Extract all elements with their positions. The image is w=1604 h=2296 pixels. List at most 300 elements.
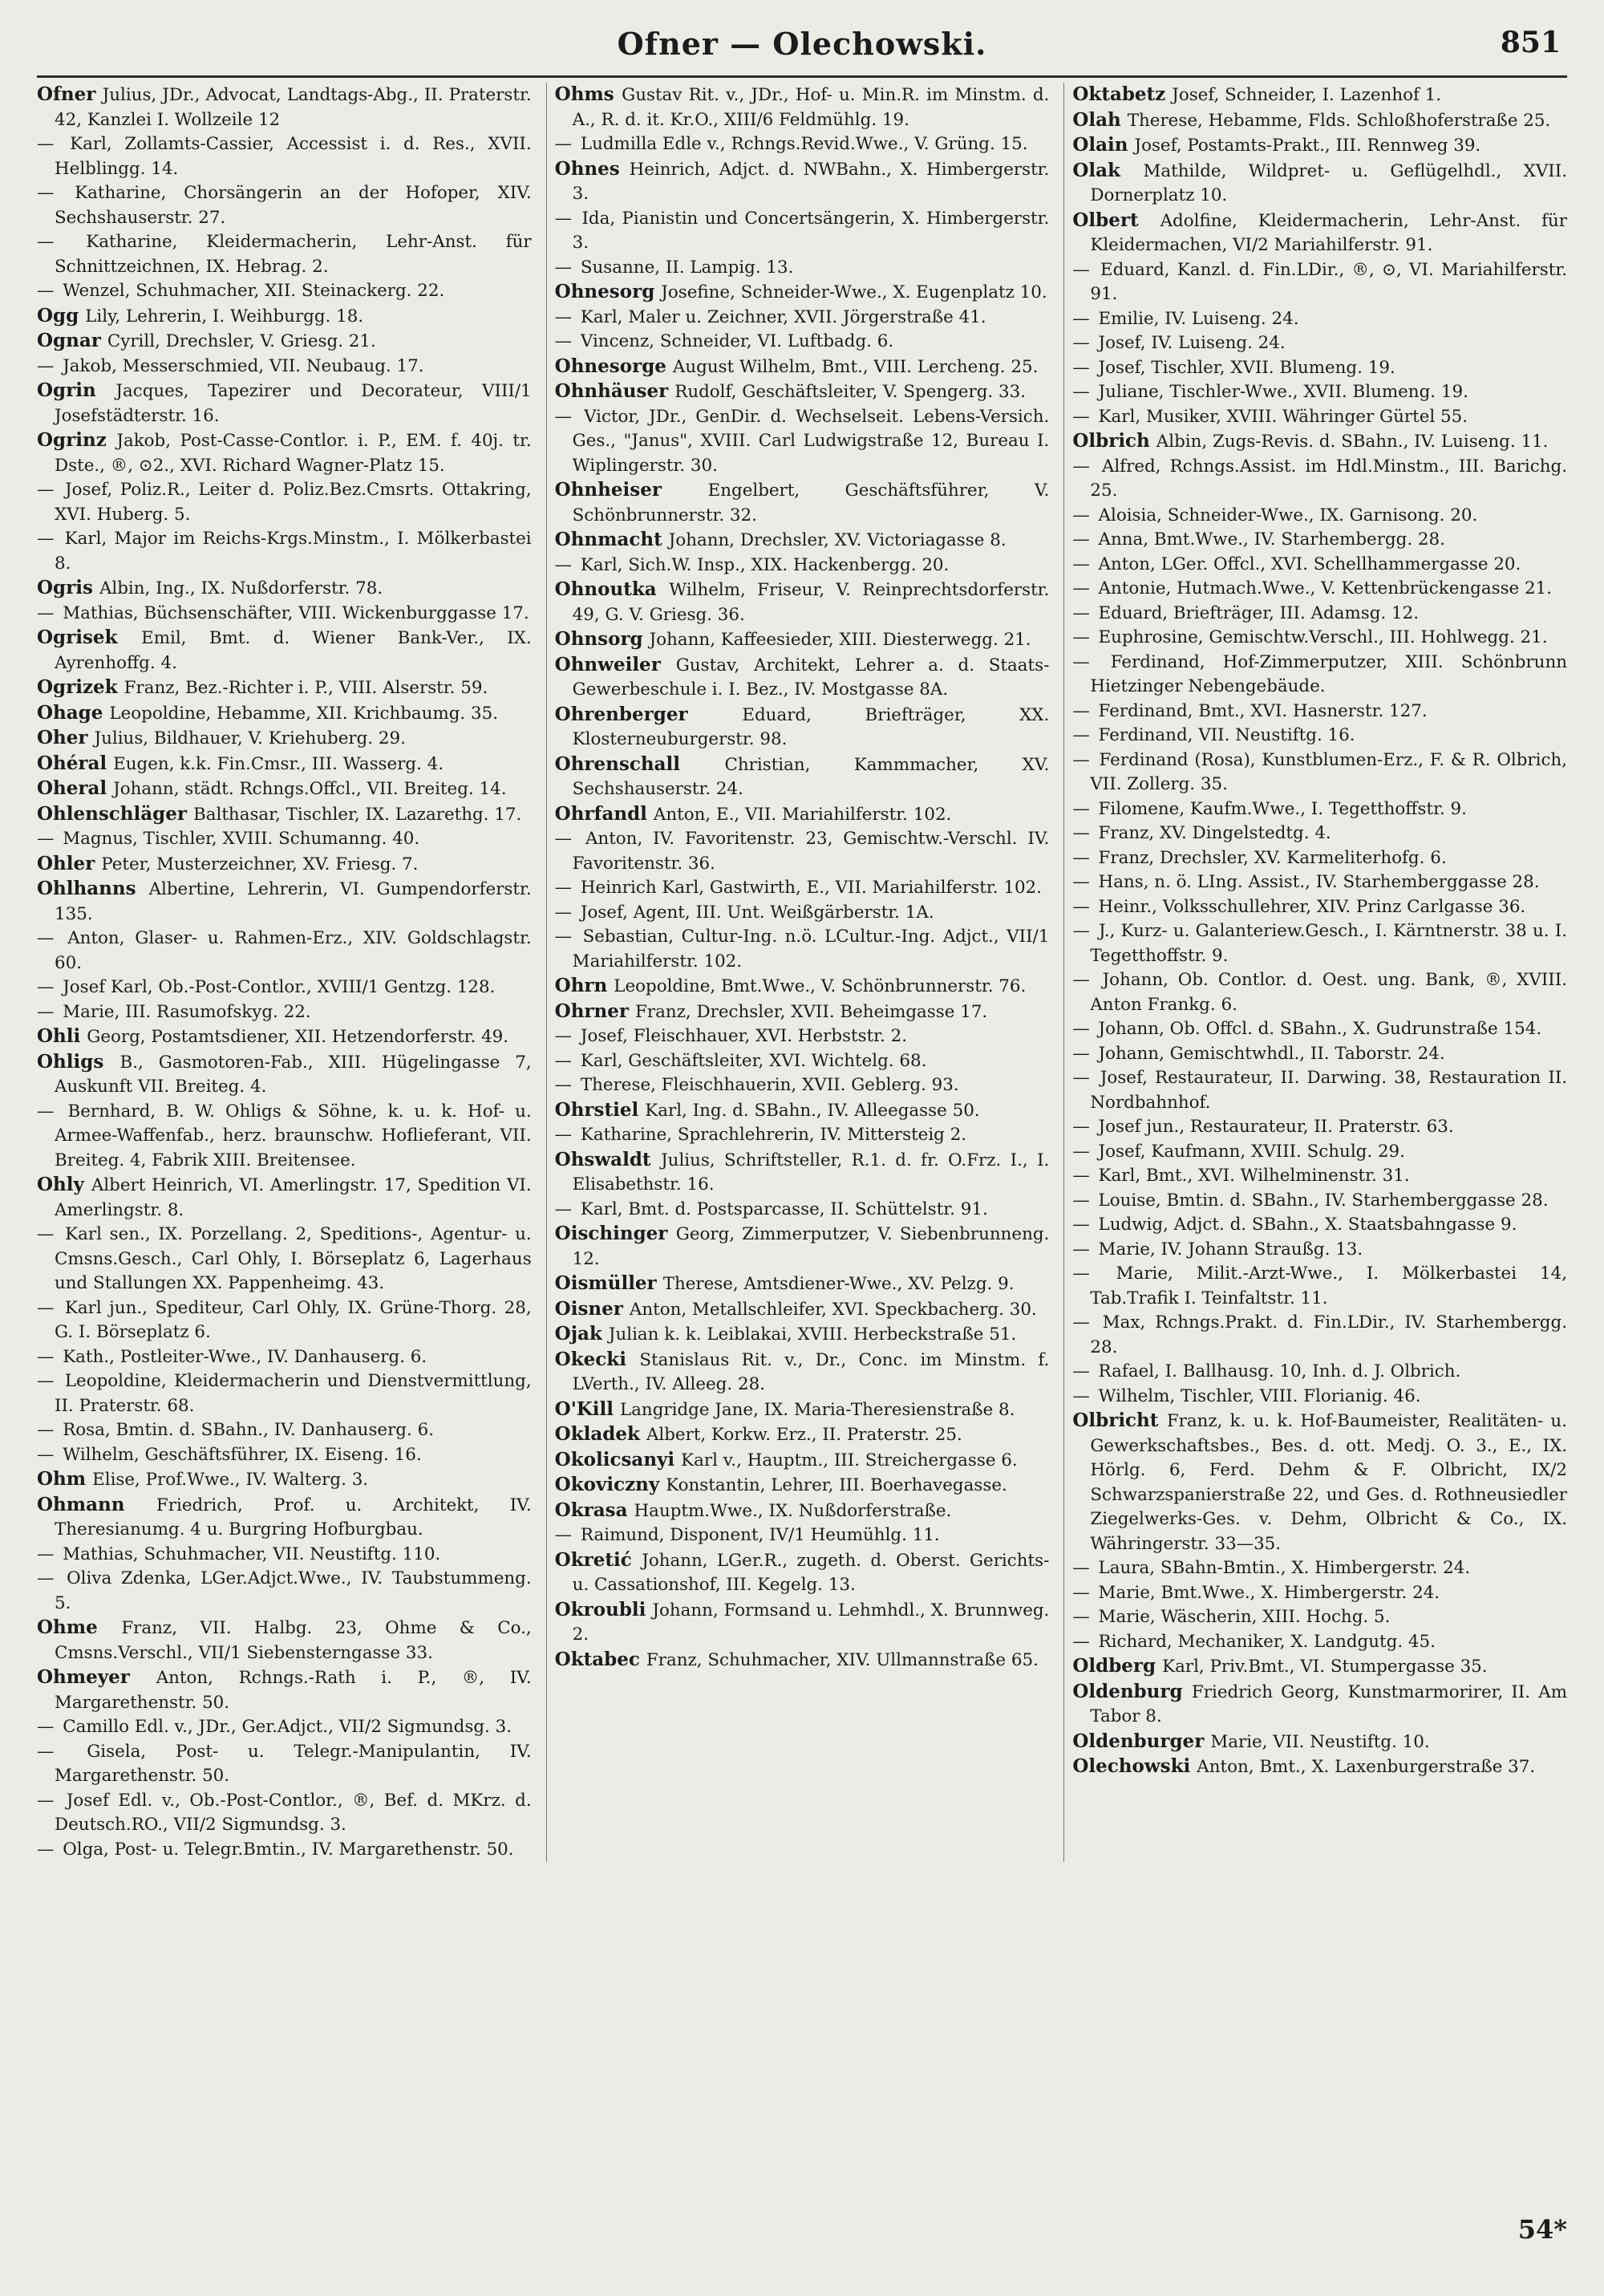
directory-entry: [555, 1322, 1050, 1348]
entry-surname: Ojak: [554, 1323, 609, 1345]
entry-details: Josef, Postamts-Prakt., III. Rennweg 39.: [1134, 136, 1481, 156]
directory-entry: [1072, 209, 1567, 258]
entry-details: Josef Edl. v., Ob.-Post-Contlor., ®, Bef. d. MKrz. d. Deutsch.RO., VII/2 Sigmundsg. 3.: [55, 1790, 532, 1835]
same-surname-dash: —: [1072, 1141, 1096, 1162]
directory-entry: [1072, 846, 1567, 871]
same-surname-dash: —: [1072, 382, 1096, 402]
entry-details: Rudolf, Geschäftsleiter, V. Spengerg. 33.: [674, 382, 1027, 402]
entry-details: Friedrich Georg, Kunstmarmorirer, II. Am Tabor 8.: [1090, 1681, 1567, 1726]
entry-surname: Oheral: [37, 777, 114, 799]
same-surname-dash: —: [1072, 1019, 1096, 1039]
entry-details: Sebastian, Cultur-Ing. n.ö. LCultur.-Ing. Adjct., VII/1 Mariahilferstr. 102.: [572, 927, 1050, 972]
entry-details: Anna, Bmt.Wwe., IV. Starhembergg. 28.: [1098, 529, 1445, 550]
entry-details: Josef, Kaufmann, XVIII. Schulg. 29.: [1098, 1141, 1405, 1162]
directory-entry: [1072, 1360, 1567, 1385]
same-surname-dash: —: [37, 529, 62, 549]
same-surname-dash: —: [1072, 1190, 1096, 1211]
same-surname-dash: —: [554, 257, 577, 278]
entry-details: Lily, Lehrerin, I. Weihburgg. 18.: [85, 306, 364, 327]
same-surname-dash: —: [37, 928, 65, 948]
directory-entry: [37, 602, 532, 627]
entry-details: Therese, Hebamme, Flds. Schloßhoferstraße 25.: [1127, 110, 1551, 131]
entry-surname: Okolicsanyi: [554, 1448, 682, 1470]
directory-entry: [1072, 133, 1567, 159]
entry-details: Karl, Zollamts-Cassier, Accessist i. d. Res., XVII. Helblingg. 14.: [55, 134, 532, 179]
entry-details: Leopoldine, Hebamme, XII. Krichbaumg. 35.: [109, 703, 499, 724]
same-surname-dash: —: [554, 1075, 577, 1095]
entry-surname: Okoviczny: [554, 1474, 666, 1495]
entry-details: Josef, Fleischhauer, XVI. Herbststr. 2.: [580, 1026, 908, 1046]
directory-entry: [1072, 1311, 1567, 1360]
same-surname-dash: —: [1072, 1166, 1096, 1186]
same-surname-dash: —: [1072, 896, 1096, 917]
entry-details: J., Kurz- u. Galanteriew.Gesch., I. Kärntnerstr. 38 u. I. Tegetthoffstr. 9.: [1090, 921, 1567, 966]
directory-entry: [555, 901, 1050, 926]
directory-entry: [37, 675, 532, 701]
directory-entry: [555, 827, 1050, 876]
directory-entry: [555, 280, 1050, 306]
entry-surname: Ogrinz: [37, 429, 117, 451]
directory-entry: [37, 576, 532, 602]
entry-details: Eduard, Kanzl. d. Fin.LDir., ®, ⊙, VI. Mariahilferstr. 91.: [1090, 259, 1568, 304]
entry-details: Josef Karl, Ob.-Post-Contlor., XVIII/1 Gentzg. 128.: [63, 977, 496, 997]
entry-details: Louise, Bmtin. d. SBahn., IV. Starhemberggasse 28.: [1098, 1190, 1549, 1211]
entry-details: Johann, Ob. Contlor. d. Oest. ung. Bank, ®, XVIII. Anton Frankg. 6.: [1090, 970, 1568, 1015]
entry-details: Raimund, Disponent, IV/1 Heumühlg. 11.: [580, 1525, 940, 1545]
entry-details: Albert, Korkw. Erz., II. Praterstr. 25.: [646, 1425, 962, 1445]
entry-surname: Ofner: [37, 83, 103, 105]
directory-entry: [37, 304, 532, 330]
directory-entry: [37, 1296, 532, 1345]
directory-entry: [1072, 1654, 1567, 1680]
same-surname-dash: —: [554, 1199, 577, 1219]
directory-entry: [37, 927, 532, 976]
directory-entry: [1072, 83, 1567, 108]
entry-surname: Ohme: [37, 1617, 122, 1638]
same-surname-dash: —: [1072, 1312, 1100, 1333]
entry-details: Karl sen., IX. Porzellang. 2, Speditions-, Agentur- u. Cmsns.Gesch., Carl Ohly, I. Börseplatz 6, Lagerhaus und Stallungen XX. Pappenheimg. 43.: [55, 1224, 532, 1293]
entry-details: Ludwig, Adjct. d. SBahn., X. Staatsbahngasse 9.: [1098, 1215, 1517, 1235]
entry-details: Josef, Agent, III. Unt. Weißgärberstr. 1A.: [580, 902, 934, 923]
directory-entry: [37, 428, 532, 478]
same-surname-dash: —: [1072, 1607, 1096, 1627]
entry-details: Karl, Ing. d. SBahn., IV. Alleegasse 50.: [645, 1100, 980, 1121]
entry-details: Mathias, Büchsenschäfter, VIII. Wickenburggasse 17.: [63, 602, 529, 623]
entry-details: Karl, Bmt. d. Postsparcasse, II. Schüttelstr. 91.: [580, 1199, 988, 1219]
directory-entry: [1072, 1385, 1567, 1410]
same-surname-dash: —: [37, 1224, 63, 1244]
directory-entry: [1072, 651, 1567, 700]
directory-entry: [555, 1098, 1050, 1124]
directory-entry: [555, 405, 1050, 479]
directory-entry: [555, 1648, 1050, 1673]
entry-details: Marie, IV. Johann Straußg. 13.: [1098, 1239, 1363, 1260]
entry-details: Franz, XV. Dingelstedtg. 4.: [1098, 823, 1331, 843]
entry-details: Josefine, Schneider-Wwe., X. Eugenplatz 10.: [661, 282, 1047, 302]
entry-surname: Ohnes: [554, 157, 630, 180]
entry-details: Kath., Postleiter-Wwe., IV. Danhauserg. 6.: [63, 1346, 427, 1367]
directory-entry: [555, 528, 1050, 554]
entry-surname: Ohrenschall: [554, 752, 725, 775]
entry-details: Johann, Kaffeesieder, XIII. Diesterwegg. 21.: [649, 630, 1031, 650]
directory-entry: [1072, 1581, 1567, 1606]
entry-surname: Ogg: [37, 304, 86, 327]
entry-surname: Ohms: [554, 83, 622, 105]
entry-details: Karl, Sich.W. Insp., XIX. Hackenbergg. 20.: [580, 554, 950, 575]
same-surname-dash: —: [37, 1544, 60, 1564]
entry-details: Rafael, I. Ballhausg. 10, Inh. d. J. Olbrich.: [1098, 1361, 1461, 1381]
directory-entry: [555, 1049, 1050, 1074]
same-surname-dash: —: [37, 480, 63, 500]
directory-entry: [37, 1567, 532, 1616]
entry-details: Anton, Glaser- u. Rahmen-Erz., XIV. Goldschlagstr. 60.: [55, 928, 532, 973]
entry-details: Euphrosine, Gemischtw.Verschl., III. Hohlwegg. 21.: [1098, 627, 1548, 647]
entry-details: Jacques, Tapezirer und Decorateur, VIII/1 Josefstädterstr. 16.: [55, 381, 532, 426]
entry-details: Marie, VII. Neustiftg. 10.: [1210, 1731, 1430, 1752]
entry-surname: Ohswaldt: [554, 1148, 662, 1170]
entry-surname: Olbricht: [1072, 1410, 1167, 1431]
entry-details: Karl, Major im Reichs-Krgs.Minstm., I. Mölkerbastei 8.: [55, 529, 532, 574]
entry-surname: Ohnweiler: [554, 653, 676, 675]
entry-details: Julian k. k. Leiblakai, XVIII. Herbeckstraße 51.: [608, 1324, 1017, 1345]
same-surname-dash: —: [554, 902, 577, 923]
directory-entry: [1072, 429, 1567, 455]
same-surname-dash: —: [37, 1741, 84, 1762]
entry-surname: Ohmann: [37, 1493, 156, 1515]
directory-entry: [37, 1616, 532, 1665]
entry-details: Franz, k. u. k. Hof-Baumeister, Realitäten- u. Gewerkschaftsbes., Bes. d. ott. Medj. O. 3., E., IX. Hörlg. 6, Ferd. Dehm & F. Olbricht, IX/2 Schwarzspanierstraße 22, und Ges. d. Rothneusiedler Ziegelwerks-Ges. v. Dehm, Olbricht & Co., IX. Währingerstr. 33—35.: [1090, 1411, 1568, 1554]
column-2: [546, 83, 1050, 1862]
entry-details: Juliane, Tischler-Wwe., XVII. Blumeng. 19.: [1098, 382, 1468, 402]
same-surname-dash: —: [37, 281, 60, 301]
directory-entry: [1072, 1556, 1567, 1581]
directory-entry: [1072, 455, 1567, 504]
entry-details: Antonie, Hutmach.Wwe., V. Kettenbrückengasse 21.: [1098, 578, 1553, 598]
entry-surname: Ogrisek: [37, 627, 142, 648]
directory-entry: [1072, 1754, 1567, 1780]
directory-entry: [37, 827, 532, 852]
directory-entry: [1072, 919, 1567, 968]
directory-entry: [555, 207, 1050, 256]
entry-surname: O'Kill: [554, 1397, 620, 1420]
directory-entry: [1072, 1730, 1567, 1755]
entry-details: Julius, JDr., Advocat, Landtags-Abg., II. Praterstr. 42, Kanzlei I. Wollzeile 12: [55, 85, 532, 130]
entry-details: Katharine, Sprachlehrerin, IV. Mittersteig 2.: [580, 1125, 967, 1145]
same-surname-dash: —: [554, 406, 581, 427]
entry-details: Filomene, Kaufm.Wwe., I. Tegetthoffstr. 9.: [1098, 798, 1467, 819]
entry-details: Gustav Rit. v., JDr., Hof- u. Min.R. im Minstm. d. A., R. d. it. Kr.O., XIII/6 Feldmühlg. 19.: [572, 85, 1050, 130]
entry-surname: Ohlhanns: [37, 878, 149, 899]
directory-entry: [555, 752, 1050, 802]
entry-details: Katharine, Chorsängerin an der Hofoper, XIV. Sechshauserstr. 27.: [55, 183, 532, 228]
directory-entry: [555, 1148, 1050, 1198]
same-surname-dash: —: [1072, 1068, 1097, 1088]
entry-details: Ida, Pianistin und Concertsängerin, X. Himbergerstr. 3.: [572, 208, 1050, 253]
directory-entry: [555, 1473, 1050, 1499]
directory-entry: [37, 1543, 532, 1568]
directory-entry: [1072, 602, 1567, 627]
same-surname-dash: —: [554, 331, 577, 351]
entry-details: Julius, Bildhauer, V. Kriehuberg. 29.: [94, 728, 406, 748]
entry-details: Wilhelm, Geschäftsführer, IX. Eiseng. 16.: [63, 1444, 422, 1465]
directory-entry: [1072, 1262, 1567, 1311]
entry-surname: Oktabetz: [1072, 83, 1173, 105]
directory-entry: [1072, 1115, 1567, 1140]
same-surname-dash: —: [37, 355, 60, 376]
same-surname-dash: —: [37, 232, 83, 252]
entry-details: Johann, Drechsler, XV. Victoriagasse 8.: [668, 530, 1007, 550]
entry-details: Marie, Milit.-Arzt-Wwe., I. Mölkerbastei 14, Tab.Trafik I. Teinfaltstr. 11.: [1090, 1264, 1568, 1308]
entry-surname: Ogrin: [37, 379, 116, 401]
directory-entry: [555, 83, 1050, 132]
directory-entry: [37, 1223, 532, 1296]
entry-details: Anton, IV. Favoritenstr. 23, Gemischtw.-Verschl. IV. Favoritenstr. 36.: [572, 829, 1050, 874]
directory-entry: [37, 1493, 532, 1543]
columns: [37, 83, 1567, 1862]
directory-entry: [1072, 528, 1567, 553]
directory-entry: [37, 181, 532, 230]
same-surname-dash: —: [1072, 847, 1096, 868]
entry-details: Alfred, Rchngs.Assist. im Hdl.Minstm., III. Barichg. 25.: [1090, 456, 1567, 501]
directory-entry: [37, 329, 532, 355]
entry-details: Heinrich Karl, Gastwirth, E., VII. Mariahilferstr. 102.: [580, 878, 1042, 898]
entry-details: Georg, Postamtsdiener, XII. Hetzendorferstr. 49.: [87, 1027, 509, 1047]
same-surname-dash: —: [1072, 823, 1096, 843]
entry-surname: Ohlenschläger: [37, 802, 194, 825]
entry-surname: Ohler: [37, 852, 102, 874]
entry-surname: Olbrich: [1072, 430, 1156, 452]
same-surname-dash: —: [37, 1101, 65, 1122]
entry-details: Balthasar, Tischler, IX. Lazarethg. 17.: [193, 804, 522, 825]
same-surname-dash: —: [554, 134, 577, 154]
entry-details: Leopoldine, Bmt.Wwe., V. Schönbrunnerstr. 76.: [614, 976, 1027, 996]
directory-entry: [555, 306, 1050, 331]
entry-surname: Ohrstiel: [554, 1098, 646, 1121]
directory-entry: [1072, 159, 1567, 209]
directory-entry: [1072, 108, 1567, 134]
same-surname-dash: —: [37, 1371, 62, 1391]
entry-surname: Ohrfandl: [554, 802, 654, 825]
same-surname-dash: —: [1072, 529, 1096, 550]
directory-entry: [1072, 1140, 1567, 1165]
entry-surname: Oldberg: [1072, 1655, 1163, 1677]
entry-surname: Ohnheiser: [554, 479, 708, 501]
directory-entry: [555, 1297, 1050, 1323]
entry-surname: Ohnoutka: [554, 578, 670, 600]
entry-details: Marie, Bmt.Wwe., X. Himbergerstr. 24.: [1098, 1582, 1440, 1603]
same-surname-dash: —: [37, 1568, 64, 1588]
same-surname-dash: —: [1072, 725, 1096, 745]
entry-details: Camillo Edl. v., JDr., Ger.Adjct., VII/2 Sigmundsg. 3.: [63, 1717, 512, 1737]
entry-surname: Olechowski: [1072, 1755, 1197, 1777]
entry-details: Karl, Geschäftsleiter, XVI. Wichtelg. 68.: [580, 1050, 927, 1071]
entry-surname: Olbert: [1072, 209, 1160, 231]
entry-details: Eduard, Briefträger, XX. Klosterneuburgerstr. 98.: [572, 704, 1050, 749]
directory-entry: [1072, 331, 1567, 356]
entry-surname: Okladek: [554, 1423, 646, 1445]
directory-entry: [37, 1100, 532, 1174]
directory-entry: [1072, 504, 1567, 529]
directory-entry: [555, 157, 1050, 207]
entry-details: Magnus, Tischler, XVIII. Schumanng. 40.: [63, 829, 420, 849]
directory-entry: [37, 1418, 532, 1443]
directory-entry: [37, 83, 532, 132]
entry-details: Albert Heinrich, VI. Amerlingstr. 17, Spedition VI. Amerlingstr. 8.: [55, 1175, 532, 1220]
entry-details: Karl, Priv.Bmt., VI. Stumpergasse 35.: [1162, 1657, 1488, 1677]
same-surname-dash: —: [1072, 1239, 1096, 1260]
directory-entry: [1072, 626, 1567, 651]
entry-surname: Olain: [1072, 134, 1135, 156]
same-surname-dash: —: [1072, 700, 1096, 721]
same-surname-dash: —: [554, 1026, 577, 1046]
entry-details: Josef, Restaurateur, II. Darwing. 38, Restauration II. Nordbahnhof.: [1090, 1068, 1568, 1113]
directory-entry: [37, 1740, 532, 1789]
entry-details: Ferdinand (Rosa), Kunstblumen-Erz., F. & R. Olbrich, VII. Zollerg. 35.: [1090, 749, 1568, 794]
same-surname-dash: —: [554, 208, 579, 229]
directory-entry: [555, 578, 1050, 627]
entry-surname: Okroubli: [554, 1598, 653, 1621]
entry-details: Johann, Ob. Offcl. d. SBahn., X. Gudrunstraße 154.: [1098, 1019, 1542, 1039]
entry-surname: Okretić: [554, 1548, 642, 1571]
same-surname-dash: —: [1072, 308, 1096, 329]
entry-details: Engelbert, Geschäftsführer, V. Schönbrunnerstr. 32.: [572, 481, 1050, 525]
directory-entry: [37, 701, 532, 727]
same-surname-dash: —: [37, 1001, 60, 1022]
same-surname-dash: —: [554, 927, 580, 947]
entry-details: Karl, Bmt., XVI. Wilhelminenstr. 31.: [1098, 1166, 1410, 1186]
page-header: [37, 24, 1567, 78]
directory-entry: [37, 1467, 532, 1493]
entry-details: Therese, Fleischhauerin, XVII. Geblerg. 93.: [580, 1075, 959, 1095]
entry-details: Anton, Bmt., X. Laxenburgerstraße 37.: [1197, 1757, 1536, 1777]
directory-entry: [37, 1789, 532, 1838]
directory-entry: [1072, 870, 1567, 895]
entry-details: Johann, Gemischtwhdl., II. Taborstr. 24.: [1098, 1043, 1445, 1064]
entry-details: Friedrich, Prof. u. Architekt, IV. Theresianumg. 4 u. Burgring Hofburgbau.: [55, 1495, 532, 1539]
entry-details: Karl, Maler u. Zeichner, XVII. Jörgerstraße 41.: [580, 306, 986, 327]
entry-details: Gustav, Architekt, Lehrer a. d. Staats-Gewerbeschule i. I. Bez., IV. Mostgasse 8A.: [572, 655, 1050, 700]
entry-details: Mathilde, Wildpret- u. Geflügelhdl., XVII. Dornerplatz 10.: [1090, 160, 1568, 205]
same-surname-dash: —: [37, 1717, 60, 1737]
same-surname-dash: —: [554, 878, 577, 898]
directory-entry: [555, 132, 1050, 157]
entry-details: Ferdinand, Hof-Zimmerputzer, XIII. Schönbrunn Hietzinger Nebengebäude.: [1090, 651, 1568, 696]
entry-details: Wilhelm, Tischler, VIII. Florianig. 46.: [1098, 1385, 1421, 1406]
directory-entry: [37, 132, 532, 181]
directory-entry: [1072, 700, 1567, 724]
directory-entry: [37, 279, 532, 304]
column-3: [1063, 83, 1567, 1862]
same-surname-dash: —: [37, 977, 60, 997]
directory-entry: [37, 230, 532, 279]
entry-details: Emilie, IV. Luiseng. 24.: [1098, 308, 1299, 329]
entry-details: Hauptm.Wwe., IX. Nußdorferstraße.: [634, 1500, 952, 1521]
entry-details: Konstantin, Lehrer, III. Boerhavegasse.: [666, 1475, 1007, 1495]
entry-surname: Ohnsorg: [554, 628, 650, 650]
directory-entry: [1072, 1066, 1567, 1115]
entry-surname: Oldenburg: [1072, 1680, 1192, 1702]
directory-entry: [37, 355, 532, 379]
entry-details: Josef, Schneider, I. Lazenhof 1.: [1172, 85, 1442, 105]
directory-entry: [555, 1222, 1050, 1272]
directory-entry: [555, 1348, 1050, 1397]
directory-entry: [555, 1000, 1050, 1025]
entry-details: Olga, Post- u. Telegr.Bmtin., IV. Margarethenstr. 50.: [63, 1839, 514, 1860]
entry-details: Franz, Schuhmacher, XIV. Ullmannstraße 65.: [646, 1649, 1039, 1670]
entry-surname: Olah: [1072, 108, 1128, 131]
entry-details: Johann, Formsand u. Lehmhdl., X. Brunnweg. 2.: [572, 1600, 1050, 1645]
directory-entry: [37, 1000, 532, 1025]
entry-details: Wilhelm, Friseur, V. Reinprechtsdorferstr. 49, G. V. Griesg. 36.: [572, 580, 1050, 625]
directory-entry: [555, 1198, 1050, 1223]
same-surname-dash: —: [1072, 406, 1096, 427]
directory-entry: [1072, 1630, 1567, 1655]
directory-entry: [37, 1173, 532, 1223]
directory-entry: [1072, 1017, 1567, 1042]
same-surname-dash: —: [1072, 456, 1099, 477]
directory-entry: [37, 802, 532, 828]
entry-details: Langridge Jane, IX. Maria-Theresienstraße 8.: [619, 1399, 1015, 1420]
directory-entry: [1072, 356, 1567, 381]
directory-entry: [1072, 405, 1567, 430]
same-surname-dash: —: [37, 134, 67, 154]
same-surname-dash: —: [1072, 259, 1098, 280]
same-surname-dash: —: [554, 1125, 577, 1145]
directory-entry: [1072, 895, 1567, 920]
directory-entry: [37, 626, 532, 675]
entry-details: Marie, Wäscherin, XIII. Hochg. 5.: [1098, 1607, 1391, 1627]
same-surname-dash: —: [37, 1420, 60, 1440]
entry-details: Vincenz, Schneider, VI. Luftbadg. 6.: [580, 331, 894, 351]
entry-surname: Ohnesorge: [554, 355, 673, 377]
same-surname-dash: —: [1072, 651, 1108, 672]
entry-details: Heinrich, Adjct. d. NWBahn., X. Himbergerstr. 3.: [572, 159, 1050, 204]
same-surname-dash: —: [554, 829, 582, 849]
entry-details: Anton, E., VII. Mariahilferstr. 102.: [653, 804, 952, 825]
entry-details: Susanne, II. Lampig. 13.: [580, 257, 794, 278]
entry-details: Karl v., Hauptm., III. Streichergasse 6.: [681, 1450, 1018, 1470]
directory-entry: [37, 478, 532, 527]
entry-surname: Oisner: [554, 1297, 630, 1320]
entry-surname: Oher: [37, 727, 95, 748]
entry-surname: Ogris: [37, 577, 99, 598]
same-surname-dash: —: [554, 1050, 577, 1071]
directory-entry: [37, 1050, 532, 1100]
directory-entry: [555, 974, 1050, 1000]
same-surname-dash: —: [1072, 627, 1096, 647]
page-title: Ofner — Olechowski.: [617, 26, 987, 62]
directory-entry: [1072, 1042, 1567, 1067]
same-surname-dash: —: [37, 1346, 60, 1367]
same-surname-dash: —: [37, 602, 60, 623]
entry-details: Franz, Bez.-Richter i. P., VIII. Alserstr. 59.: [124, 678, 488, 698]
entry-details: Karl, Musiker, XVIII. Währinger Gürtel 55.: [1098, 406, 1468, 427]
same-surname-dash: —: [554, 554, 577, 575]
directory-entry: [555, 330, 1050, 355]
entry-details: Bernhard, B. W. Ohligs & Söhne, k. u. k. Hof- u. Armee-Waffenfab., herz. braunschw. Hoflieferant, VII. Breiteg. 4, Fabrik XIII. Breitensee.: [55, 1101, 532, 1170]
entry-details: Elise, Prof.Wwe., IV. Walterg. 3.: [92, 1470, 369, 1490]
entry-details: Johann, LGer.R., zugeth. d. Oberst. Gerichts- u. Cassationshof, III. Kegelg. 13.: [572, 1550, 1050, 1595]
entry-details: Leopoldine, Kleidermacherin und Dienstvermittlung, II. Praterstr. 68.: [55, 1371, 532, 1416]
same-surname-dash: —: [1072, 970, 1100, 990]
same-surname-dash: —: [37, 829, 60, 849]
same-surname-dash: —: [1072, 1582, 1096, 1603]
directory-entry: [1072, 1238, 1567, 1263]
entry-surname: Okecki: [554, 1348, 640, 1370]
entry-surname: Olak: [1072, 159, 1144, 181]
directory-entry: [555, 1598, 1050, 1648]
entry-details: Aloisia, Schneider-Wwe., IX. Garnisong. 20.: [1098, 505, 1478, 525]
